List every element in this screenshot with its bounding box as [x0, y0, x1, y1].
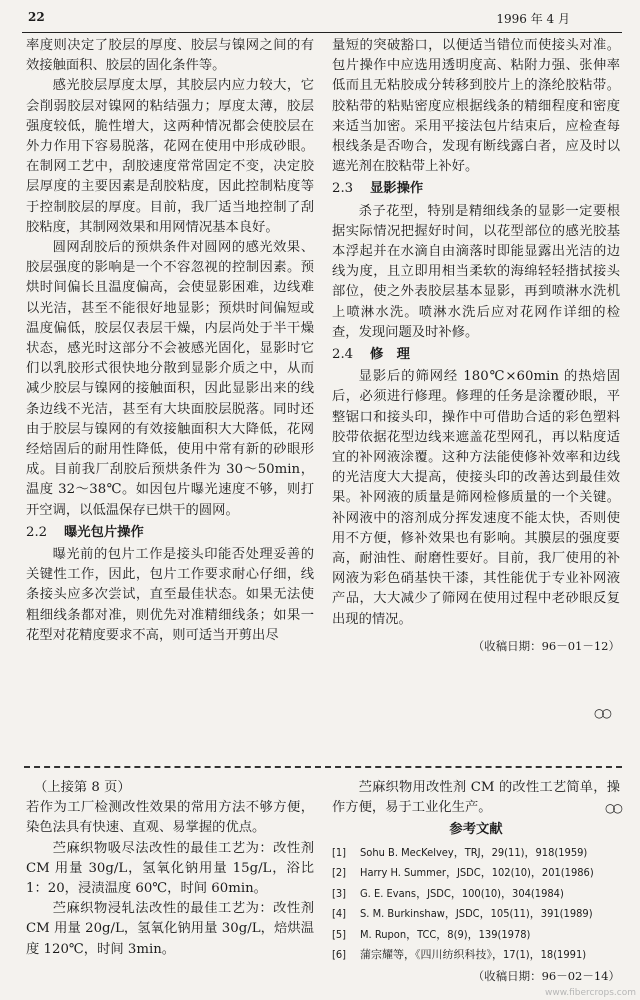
- section-title: 曝光包片操作: [64, 524, 144, 540]
- references-heading: 参考文献: [449, 822, 503, 838]
- paragraph: 曝光前的包片工作是接头印能否处理妥善的关键性工作，因此，包片工作要求耐心仔细，线条接头应多次尝试，直至最佳状态。如果无法使粗细线条都对准，则优先对准精细线条；如果一花型对花精度要求不高，则可适当开剪出尽: [26, 547, 314, 643]
- header-rule: [22, 32, 622, 33]
- end-mark: ○○: [594, 706, 609, 720]
- end-mark: ○○: [605, 801, 620, 816]
- section-heading-2-3: [332, 179, 620, 199]
- article-separator: [24, 766, 622, 768]
- lower-left-column: [26, 778, 314, 960]
- paragraph: 苎麻织物浸轧法改性的最佳工艺为：改性剂 CM 用量 20g/L，氢氧化钠用量 30g/L，焙烘温度 120℃，时间 3min。: [26, 901, 314, 957]
- reference-item: [1] Sohu B. MecKelvey，TRJ，29(11)，918(1959): [332, 845, 588, 859]
- section-number: 2.4: [332, 347, 354, 363]
- section-title: 修 理: [370, 347, 410, 363]
- upper-right-column: [332, 36, 620, 656]
- paragraph: 若作为工厂检测改性效果的常用方法不够方便，染色法具有快速、直观、易掌握的优点。: [26, 800, 314, 836]
- reference-item: [2] Harry H. Summer，JSDC，102(10)，201(1986): [332, 866, 594, 880]
- section-heading-2-2: [26, 523, 314, 543]
- paragraph: 苎麻织物吸尽法改性的最佳工艺为：改性剂 CM 用量 30g/L，氢氧化钠用量 15g/L，浴比 1：20，浸渍温度 60℃，时间 60min。: [26, 840, 314, 897]
- received-date: （收稿日期：96－01－12）: [472, 638, 620, 653]
- continued-note: （上接第 8 页）: [34, 780, 131, 795]
- upper-left-column: [26, 36, 314, 646]
- paragraph: 苎麻织物用改性剂 CM 的改性工艺简单，操作方便，易于工业化生产。 ○○: [332, 778, 620, 818]
- watermark: www.fibercrops.com: [545, 988, 636, 998]
- section-number: 2.2: [26, 524, 48, 540]
- reference-item: [4] S. M. Burkinshaw，JSDC，105(11)，391(1989): [332, 907, 593, 921]
- paragraph: 杀子花型，特别是精细线条的显影一定要根据实际情况把握好时间，以花型部位的感光胶基本浮起并在水滴自由滴落时即能显露出光洁的边线为度，且立即用相当柔软的海绵轻轻揩拭接头部位，使之外表胶层基本显影，再到喷淋水洗机上喷淋水洗。喷淋水洗后应对花网作详细的检查，发现问题及时补修。: [332, 203, 620, 340]
- paragraph: 显影后的筛网经 180℃×60min 的热焙固后，必须进行修理。修理的任务是涂覆砂眼，平整锯口和接头印，操作中可借助合适的彩色塑料胶带依据花型边线来遮盖花型网孔，再以粘度适宜的补网液涂覆。这种方法能使修补效率和边线的光洁度大大提高，使接头印的改善达到最佳效果。补网液的质量是筛网检修质量的一个关键。补网液中的溶剂成分挥发速度不能太快，否则使用不方便，修补效果也有影响。其膜层的强度要高，耐油性、耐磨性要好。目前，我厂使用的补网液为彩色硝基快干漆，其性能优于专业补网液产品，大大减少了筛网在使用过程中老砂眼反复出现的情况。: [332, 369, 620, 627]
- paragraph: 量短的突破豁口，以便适当错位而使接头对准。包片操作中应选用透明度高、粘附力强、张伸率低而且无粘胶成分转移到胶片上的涤纶胶粘带。胶粘带的粘贴密度应根据线条的精细程度和密度来适当加密。采用平接法包片结束后，应检查每根线条是否吻合，发现有断线露白者，应及时以遮光剂在胶粘带上补好。: [332, 38, 620, 175]
- paragraph: 率度则决定了胶层的厚度、胶层与镍网之间的有效接触面积、胶层的固化条件等。: [26, 38, 314, 74]
- section-title: 显影操作: [370, 181, 424, 197]
- issue-date: 1996 年 4 月: [496, 12, 570, 26]
- page-number: 22: [28, 10, 45, 24]
- page-header: [22, 10, 618, 32]
- received-date: （收稿日期：96－02－14）: [472, 968, 620, 983]
- section-number: 2.3: [332, 181, 354, 197]
- lower-right-column: [332, 778, 620, 986]
- paragraph: 圆网刮胶后的预烘条件对圆网的感光效果、胶层强度的影响是一个不容忽视的控制因素。预烘时间偏长且温度偏高，会使显影困难，边线难以光洁，甚至不能很好地显影；预烘时间偏短或温度偏低，胶层仅表层干燥，内层尚处于半干燥状态，感光时这部分不会被感光固化，显影时它们以乳胶形式很快地分散到显影介质之中，从而减少胶层与镍网的接触面积，因此显影出来的线条边线不光洁，甚至有大块面胶层脱落。同时还由于胶层与镍网的有效接触面积大大降低，花网经焙固后的耐用性降低，使用中常有新的砂眼形成。目前我厂刮胶后预烘条件为 30～50min，温度 32～38℃。如因包片曝光速度不够，则打开空调，以低温保存已烘干的圆网。: [26, 240, 314, 518]
- reference-item: [5] M. Rupon，TCC，8(9)，139(1978): [332, 927, 531, 941]
- paragraph: 感光胶层厚度太厚，其胶层内应力较大，它会削弱胶层对镍网的粘结强力；厚度太薄，胶层强度较低，脆性增大，这两种情况都会使胶层在外力作用下容易脱落，花网在使用中形成砂眼。在制网工艺中，刮胶速度常常固定不变，决定胶层厚度的主要因素是刮胶粘度，因此控制粘度等于控制胶层的厚度。目前，我厂适当地控制了刮胶粘度，其制网效果和用网情况基本良好。: [26, 78, 314, 235]
- reference-item: [6] 蒲宗耀等，《四川纺织科技》，17(1)，18(1991): [332, 948, 587, 962]
- section-heading-2-4: [332, 345, 620, 365]
- reference-item: [3] G. E. Evans，JSDC，100(10)，304(1984): [332, 886, 564, 900]
